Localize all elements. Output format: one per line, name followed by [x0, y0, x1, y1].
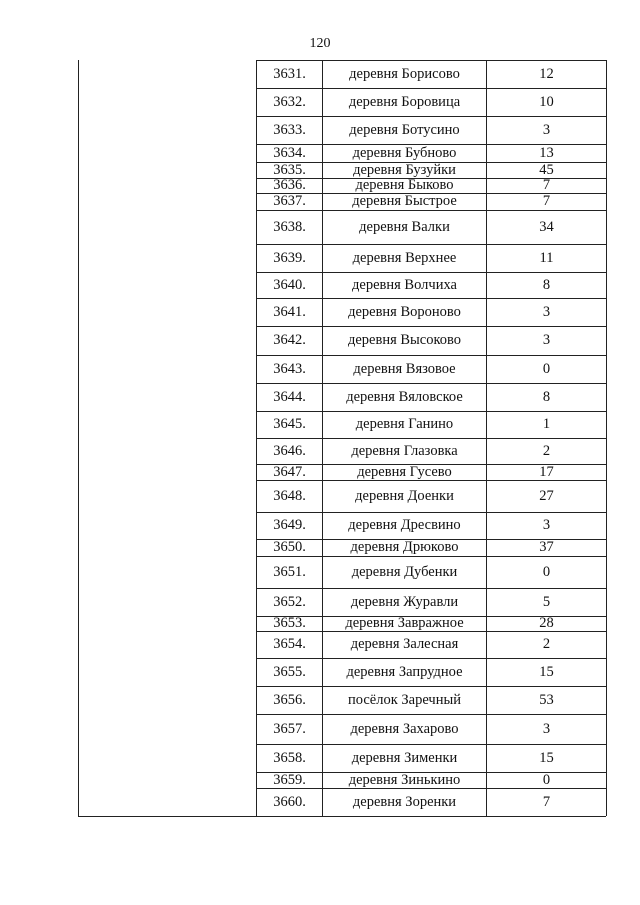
row-number: 3631. [273, 65, 306, 82]
row-number: 3633. [273, 121, 306, 138]
row-number: 3657. [273, 720, 306, 737]
settlement-name: деревня Дрюково [350, 539, 459, 555]
settlement-name: деревня Вязовое [353, 360, 456, 377]
row-number: 3637. [273, 193, 306, 209]
row-number: 3647. [273, 463, 306, 480]
settlement-name: деревня Быстрое [352, 193, 457, 209]
row-number: 3650. [273, 539, 306, 555]
row-number: 3638. [273, 218, 306, 235]
table-body [79, 60, 606, 816]
settlement-name: деревня Захарово [350, 720, 459, 737]
settlement-name: деревня Дресвино [348, 517, 461, 533]
settlement-name: деревня Глазовка [351, 442, 458, 459]
row-value: 7 [542, 793, 551, 810]
row-number: 3643. [273, 360, 306, 377]
row-value: 7 [542, 193, 551, 209]
settlement-name: деревня Вороново [348, 303, 461, 320]
settlement-name: деревня Доенки [355, 487, 454, 504]
row-value: 12 [539, 65, 554, 82]
row-value: 3 [542, 332, 551, 348]
row-value: 15 [539, 663, 554, 680]
row-number: 3639. [273, 249, 306, 266]
settlement-name: деревня Зименки [351, 749, 458, 766]
settlement-name: посёлок Заречный [348, 691, 461, 708]
settlement-name: деревня Волчиха [352, 276, 457, 293]
row-value: 8 [542, 276, 551, 293]
settlement-name: деревня Залесная [350, 636, 459, 652]
settlement-name: деревня Журавли [350, 593, 459, 610]
settlement-name: деревня Быково [355, 177, 454, 193]
row-number: 3648. [273, 487, 306, 504]
settlement-name: деревня Зинькино [348, 771, 461, 788]
row-number: 3632. [273, 93, 306, 110]
row-value: 7 [542, 177, 551, 193]
row-number: 3641. [273, 303, 306, 320]
row-value: 34 [539, 218, 554, 235]
settlement-name: деревня Ганино [355, 416, 454, 432]
settlement-name: деревня Дубенки [351, 563, 458, 580]
row-value: 10 [539, 93, 554, 110]
row-value: 15 [539, 749, 554, 766]
row-number: 3653. [273, 615, 306, 631]
row-number: 3645. [273, 416, 306, 432]
row-number: 3646. [273, 442, 306, 459]
settlement-name: деревня Завражное [345, 615, 464, 631]
row-number: 3659. [273, 771, 306, 788]
row-number: 3644. [273, 388, 306, 405]
row-value: 2 [542, 442, 551, 459]
settlement-name: деревня Ботусино [349, 121, 460, 138]
row-number: 3640. [273, 276, 306, 293]
row-number: 3636. [273, 177, 306, 193]
row-value: 0 [542, 771, 551, 788]
row-number: 3651. [273, 563, 306, 580]
row-value: 2 [542, 636, 551, 652]
row-number: 3649. [273, 517, 306, 533]
row-value: 8 [542, 388, 551, 405]
row-number: 3655. [273, 663, 306, 680]
row-value: 3 [542, 121, 551, 138]
settlement-name: деревня Зоренки [352, 793, 457, 810]
row-value: 11 [539, 249, 554, 266]
settlement-name: деревня Бузуйки [353, 161, 456, 178]
settlement-name: деревня Верхнее [352, 249, 457, 266]
settlement-table [78, 60, 606, 817]
settlement-name: деревня Вяловское [346, 388, 463, 405]
settlement-name: деревня Боровица [348, 93, 461, 110]
row-value: 17 [539, 463, 554, 480]
row-value: 0 [542, 563, 551, 580]
row-value: 1 [542, 416, 551, 432]
settlement-name: деревня Высоково [347, 332, 462, 348]
row-value: 45 [539, 161, 554, 178]
row-value: 3 [542, 303, 551, 320]
row-value: 13 [539, 144, 554, 161]
row-value: 53 [539, 691, 554, 708]
row-value: 5 [542, 593, 551, 610]
row-number: 3642. [273, 332, 306, 348]
row-value: 0 [542, 360, 551, 377]
row-number: 3635. [273, 161, 306, 178]
row-number: 3658. [273, 749, 306, 766]
settlement-name: деревня Валки [359, 218, 450, 235]
row-number: 3656. [273, 691, 306, 708]
settlement-name: деревня Запрудное [346, 663, 463, 680]
row-number: 3654. [273, 636, 306, 652]
row-number: 3660. [273, 793, 306, 810]
row-number: 3634. [273, 144, 306, 161]
row-value: 28 [539, 615, 554, 631]
settlement-name: деревня Борисово [349, 65, 460, 82]
row-value: 3 [542, 720, 551, 737]
row-value: 37 [539, 539, 554, 555]
settlement-name: деревня Гусево [357, 463, 452, 480]
settlement-name: деревня Бубново [352, 144, 457, 161]
column-divider [606, 60, 607, 816]
row-number: 3652. [273, 593, 306, 610]
page-number: 120 [309, 36, 331, 51]
row-value: 27 [539, 487, 554, 504]
row-value: 3 [542, 517, 551, 533]
